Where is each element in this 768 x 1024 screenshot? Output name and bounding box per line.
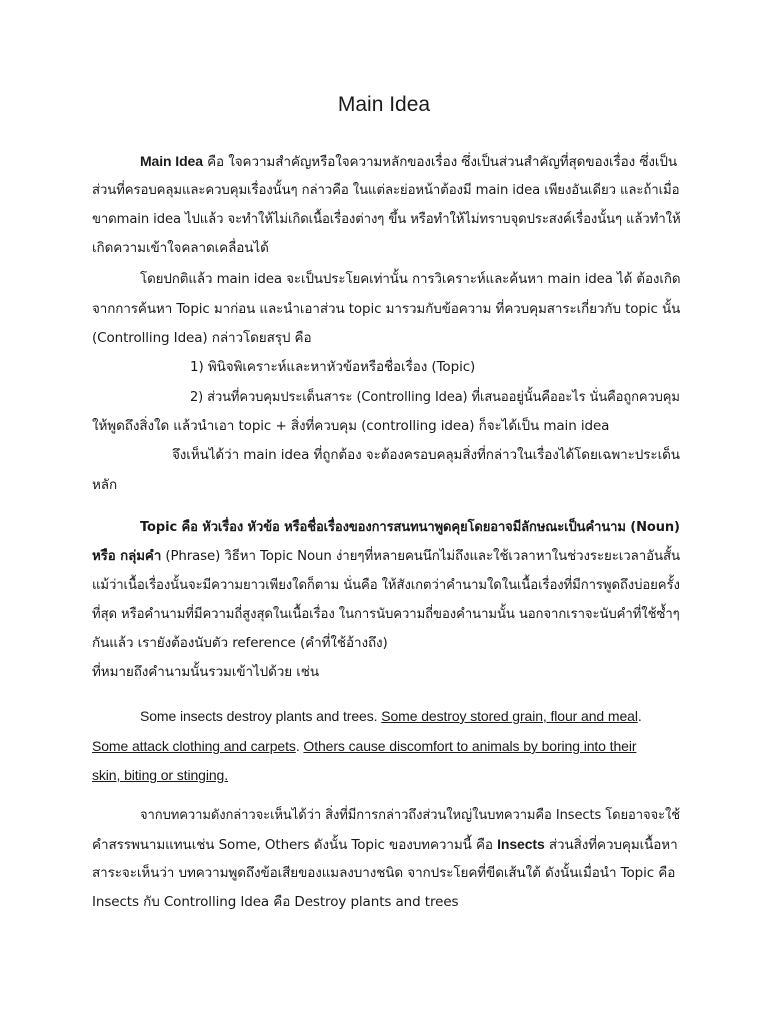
list-item-2: 2) ส่วนที่ควบคุมประเด็นสาระ (Controlling Idea) ที่เสนออยู่นั้นคืออะไร นั่นคือถูกควบคุม xyxy=(190,389,680,405)
topic-definition-line-3: แม้ว่าเนื้อเรื่องนั้นจะมีความยาวเพียงใดก็ตาม นั่นคือ ให้สังเกตว่าคำนามใดในเนื้อเรื่องที่มีการพูดถึงบ่อยครั้ง xyxy=(92,577,680,593)
main-idea-definition-line-3: ขาดmain idea ไปแล้ว จะทำให้ไม่เกิดเนื้อเรื่องต่างๆ ขึ้น หรือทำให้ไม่ทราบจุดประสงค์เรื่องนั้นๆ แล้วทำให้ xyxy=(92,211,681,227)
main-idea-term: Main Idea xyxy=(140,153,203,169)
example-line-2 xyxy=(92,737,636,755)
list-item-1: 1) พินิจพิเคราะห์และหาหัวข้อหรือชื่อเรื่อง (Topic) xyxy=(190,359,476,375)
main-idea-definition-line-1 xyxy=(140,152,677,171)
topic-definition-line-1: Topic คือ หัวเรื่อง หัวข้อ หรือชื่อเรื่องของการสนทนาพูดคุยโดยอาจมีลักษณะเป็นคำนาม (Noun) xyxy=(140,519,680,535)
analysis-text-b: ส่วนสิ่งที่ควบคุมเนื้อหา xyxy=(544,837,678,853)
topic-definition-line-4: ที่สุด หรือคำนามที่มีความถี่สูงสุดในเนื้อเรื่อง ในการนับความถี่ของคำนามนั้น นอกจากเราจะนับคำที่ใช้ซ้ำๆ xyxy=(92,606,680,622)
page-title: Main Idea xyxy=(337,93,431,116)
paragraph-2-line-1: โดยปกติแล้ว main idea จะเป็นประโยคเท่านั้น การวิเคราะห์และค้นหา main idea ได้ ต้องเกิด xyxy=(140,271,681,287)
main-idea-definition-line-2: ส่วนที่ครอบคลุมและควบคุมเรื่องนั้นๆ กล่าวคือ ในแต่ละย่อหน้าต้องมี main idea เพียงอันเดียว และถ้าเมื่อ xyxy=(92,182,680,198)
topic-definition-line-6: ที่หมายถึงคำนามนั้นรวมเข้าไปด้วย เช่น xyxy=(92,664,319,680)
main-idea-definition-text: คือ ใจความสำคัญหรือใจความหลักของเรื่อง ซึ่งเป็นส่วนสำคัญที่สุดของเรื่อง ซึ่งเป็น xyxy=(202,154,677,170)
analysis-line-1: จากบทความดังกล่าวจะเห็นได้ว่า สิ่งที่มีการกล่าวถึงส่วนใหญ่ในบทความคือ Insects โดยอาจจะใช้ xyxy=(140,807,681,823)
topic-definition-text: (Phrase) วิธีหา Topic Noun ง่ายๆที่หลายคนนึกไม่ถึงและใช้เวลาหาในช่วงระยะเวลาอันสั้น xyxy=(161,548,681,564)
example-separator: . xyxy=(295,738,304,754)
main-idea-definition-line-4: เกิดความเข้าใจคลาดเคลื่อนได้ xyxy=(92,240,269,256)
list-item-2-continuation: ให้พูดถึงสิ่งใด แล้วนำเอา topic + สิ่งที่ควบคุม (controlling idea) ก็จะได้เป็น main idea xyxy=(92,418,610,434)
paragraph-2-line-2: จากการค้นหา Topic มาก่อน และนำเอาส่วน topic มารวมกับข้อความ ที่ควบคุมสาระเกี่ยวกับ topic นั้น xyxy=(92,301,681,317)
analysis-line-2 xyxy=(92,835,678,854)
example-sentence-3: Some attack clothing and carpets xyxy=(92,738,296,754)
insects-bold: Insects xyxy=(497,836,545,852)
example-sentence-4-part-1: Others cause discomfort to animals by boring into their xyxy=(303,738,637,754)
topic-definition-line-2 xyxy=(92,547,680,565)
paragraph-3-line-2: หลัก xyxy=(92,477,118,493)
example-sentence-4-part-2: skin, biting or stinging. xyxy=(92,767,229,783)
paragraph-3-line-1: จึงเห็นได้ว่า main idea ที่ถูกต้อง จะต้องครอบคลุมสิ่งที่กล่าวในเรื่องได้โดยเฉพาะประเด็น xyxy=(172,447,680,463)
analysis-text-a: คำสรรพนามแทนเช่น Some, Others ดังนั้น Topic ของบทความนี้ คือ xyxy=(92,837,498,853)
topic-definition-line-5: กันแล้ว เรายังต้องนับตัว reference (คำที่ใช้อ้างถึง) xyxy=(92,635,388,651)
example-line-1 xyxy=(140,707,642,725)
analysis-line-4: Insects กับ Controlling Idea คือ Destroy plants and trees xyxy=(92,894,459,910)
example-period: . xyxy=(637,708,642,724)
analysis-line-3: สาระจะเห็นว่า บทความพูดถึงข้อเสียของแมลงบางชนิด จากประโยคที่ขีดเส้นใต้ ดังนั้นเมื่อนำ Topic คือ xyxy=(92,865,676,881)
example-sentence-2: Some destroy stored grain, flour and meal xyxy=(381,708,638,724)
paragraph-2-line-3: (Controlling Idea) กล่าวโดยสรุป คือ xyxy=(92,330,312,346)
topic-bold-phrase: หรือ กลุ่มคำ xyxy=(92,548,162,564)
example-sentence-1: Some insects destroy plants and trees. xyxy=(140,708,378,724)
